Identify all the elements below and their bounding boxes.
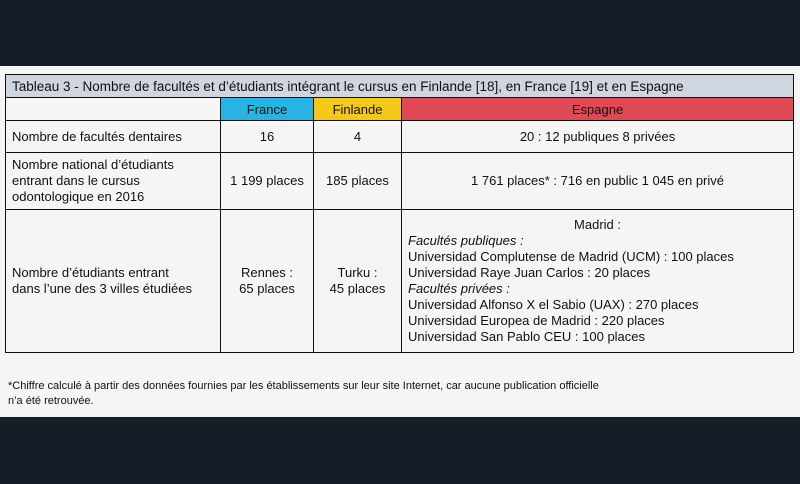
table-title: Tableau 3 - Nombre de facultés et d’étudiants intégrant le cursus en Finlande [18], en France [19] et en Espagne (6, 75, 794, 98)
private-faculty-item: Universidad San Pablo CEU : 100 places (408, 329, 646, 344)
header-finlande: Finlande (314, 98, 402, 121)
footnote-line: n’a été retrouvée. (8, 395, 94, 407)
label-line: dans l’une des 3 villes étudiées (12, 281, 192, 296)
header-blank-cell (6, 98, 221, 121)
data-table (5, 74, 794, 353)
footnote (8, 379, 788, 409)
row-label-national-students (6, 153, 221, 210)
label-line: odontologique en 2016 (12, 189, 145, 204)
private-faculty-item: Universidad Europea de Madrid : 220 places (408, 313, 665, 328)
cell-france-faculties: 16 (221, 121, 314, 153)
public-faculties-title: Facultés publiques : (408, 233, 524, 248)
private-faculties-title: Facultés privées : (408, 281, 510, 296)
public-faculty-item: Universidad Complutense de Madrid (UCM) : 100 places (408, 249, 734, 264)
cell-espagne-national: 1 761 places* : 716 en public 1 045 en privé (402, 153, 794, 210)
table-row (6, 210, 794, 353)
table-row (6, 153, 794, 210)
header-espagne: Espagne (402, 98, 794, 121)
city-name: Rennes : (240, 265, 294, 280)
public-faculty-item: Universidad Raye Juan Carlos : 20 places (408, 265, 651, 280)
city-name: Madrid : (574, 217, 621, 232)
cell-espagne-madrid (402, 210, 794, 353)
cell-finlande-faculties: 4 (314, 121, 402, 153)
document-page (0, 66, 800, 417)
row-label-city-students (6, 210, 221, 353)
cell-france-national: 1 199 places (221, 153, 314, 210)
label-line: Nombre d’étudiants entrant (12, 265, 169, 280)
city-name: Turku : (337, 265, 378, 280)
table-row (6, 121, 794, 153)
label-line: entrant dans le cursus (12, 173, 140, 188)
city-places: 45 places (329, 281, 386, 296)
row-label-faculties: Nombre de facultés dentaires (6, 121, 221, 153)
footnote-line: *Chiffre calculé à partir des données fournies par les établissements sur leur site Internet, car aucune publication officielle (8, 380, 599, 392)
cell-espagne-faculties: 20 : 12 publiques 8 privées (402, 121, 794, 153)
city-places: 65 places (239, 281, 295, 296)
private-faculty-item: Universidad Alfonso X el Sabio (UAX) : 270 places (408, 297, 699, 312)
header-france: France (221, 98, 314, 121)
cell-finlande-national: 185 places (314, 153, 402, 210)
cell-finlande-turku (314, 210, 402, 353)
cell-france-rennes (221, 210, 314, 353)
label-line: Nombre national d’étudiants (12, 157, 174, 172)
